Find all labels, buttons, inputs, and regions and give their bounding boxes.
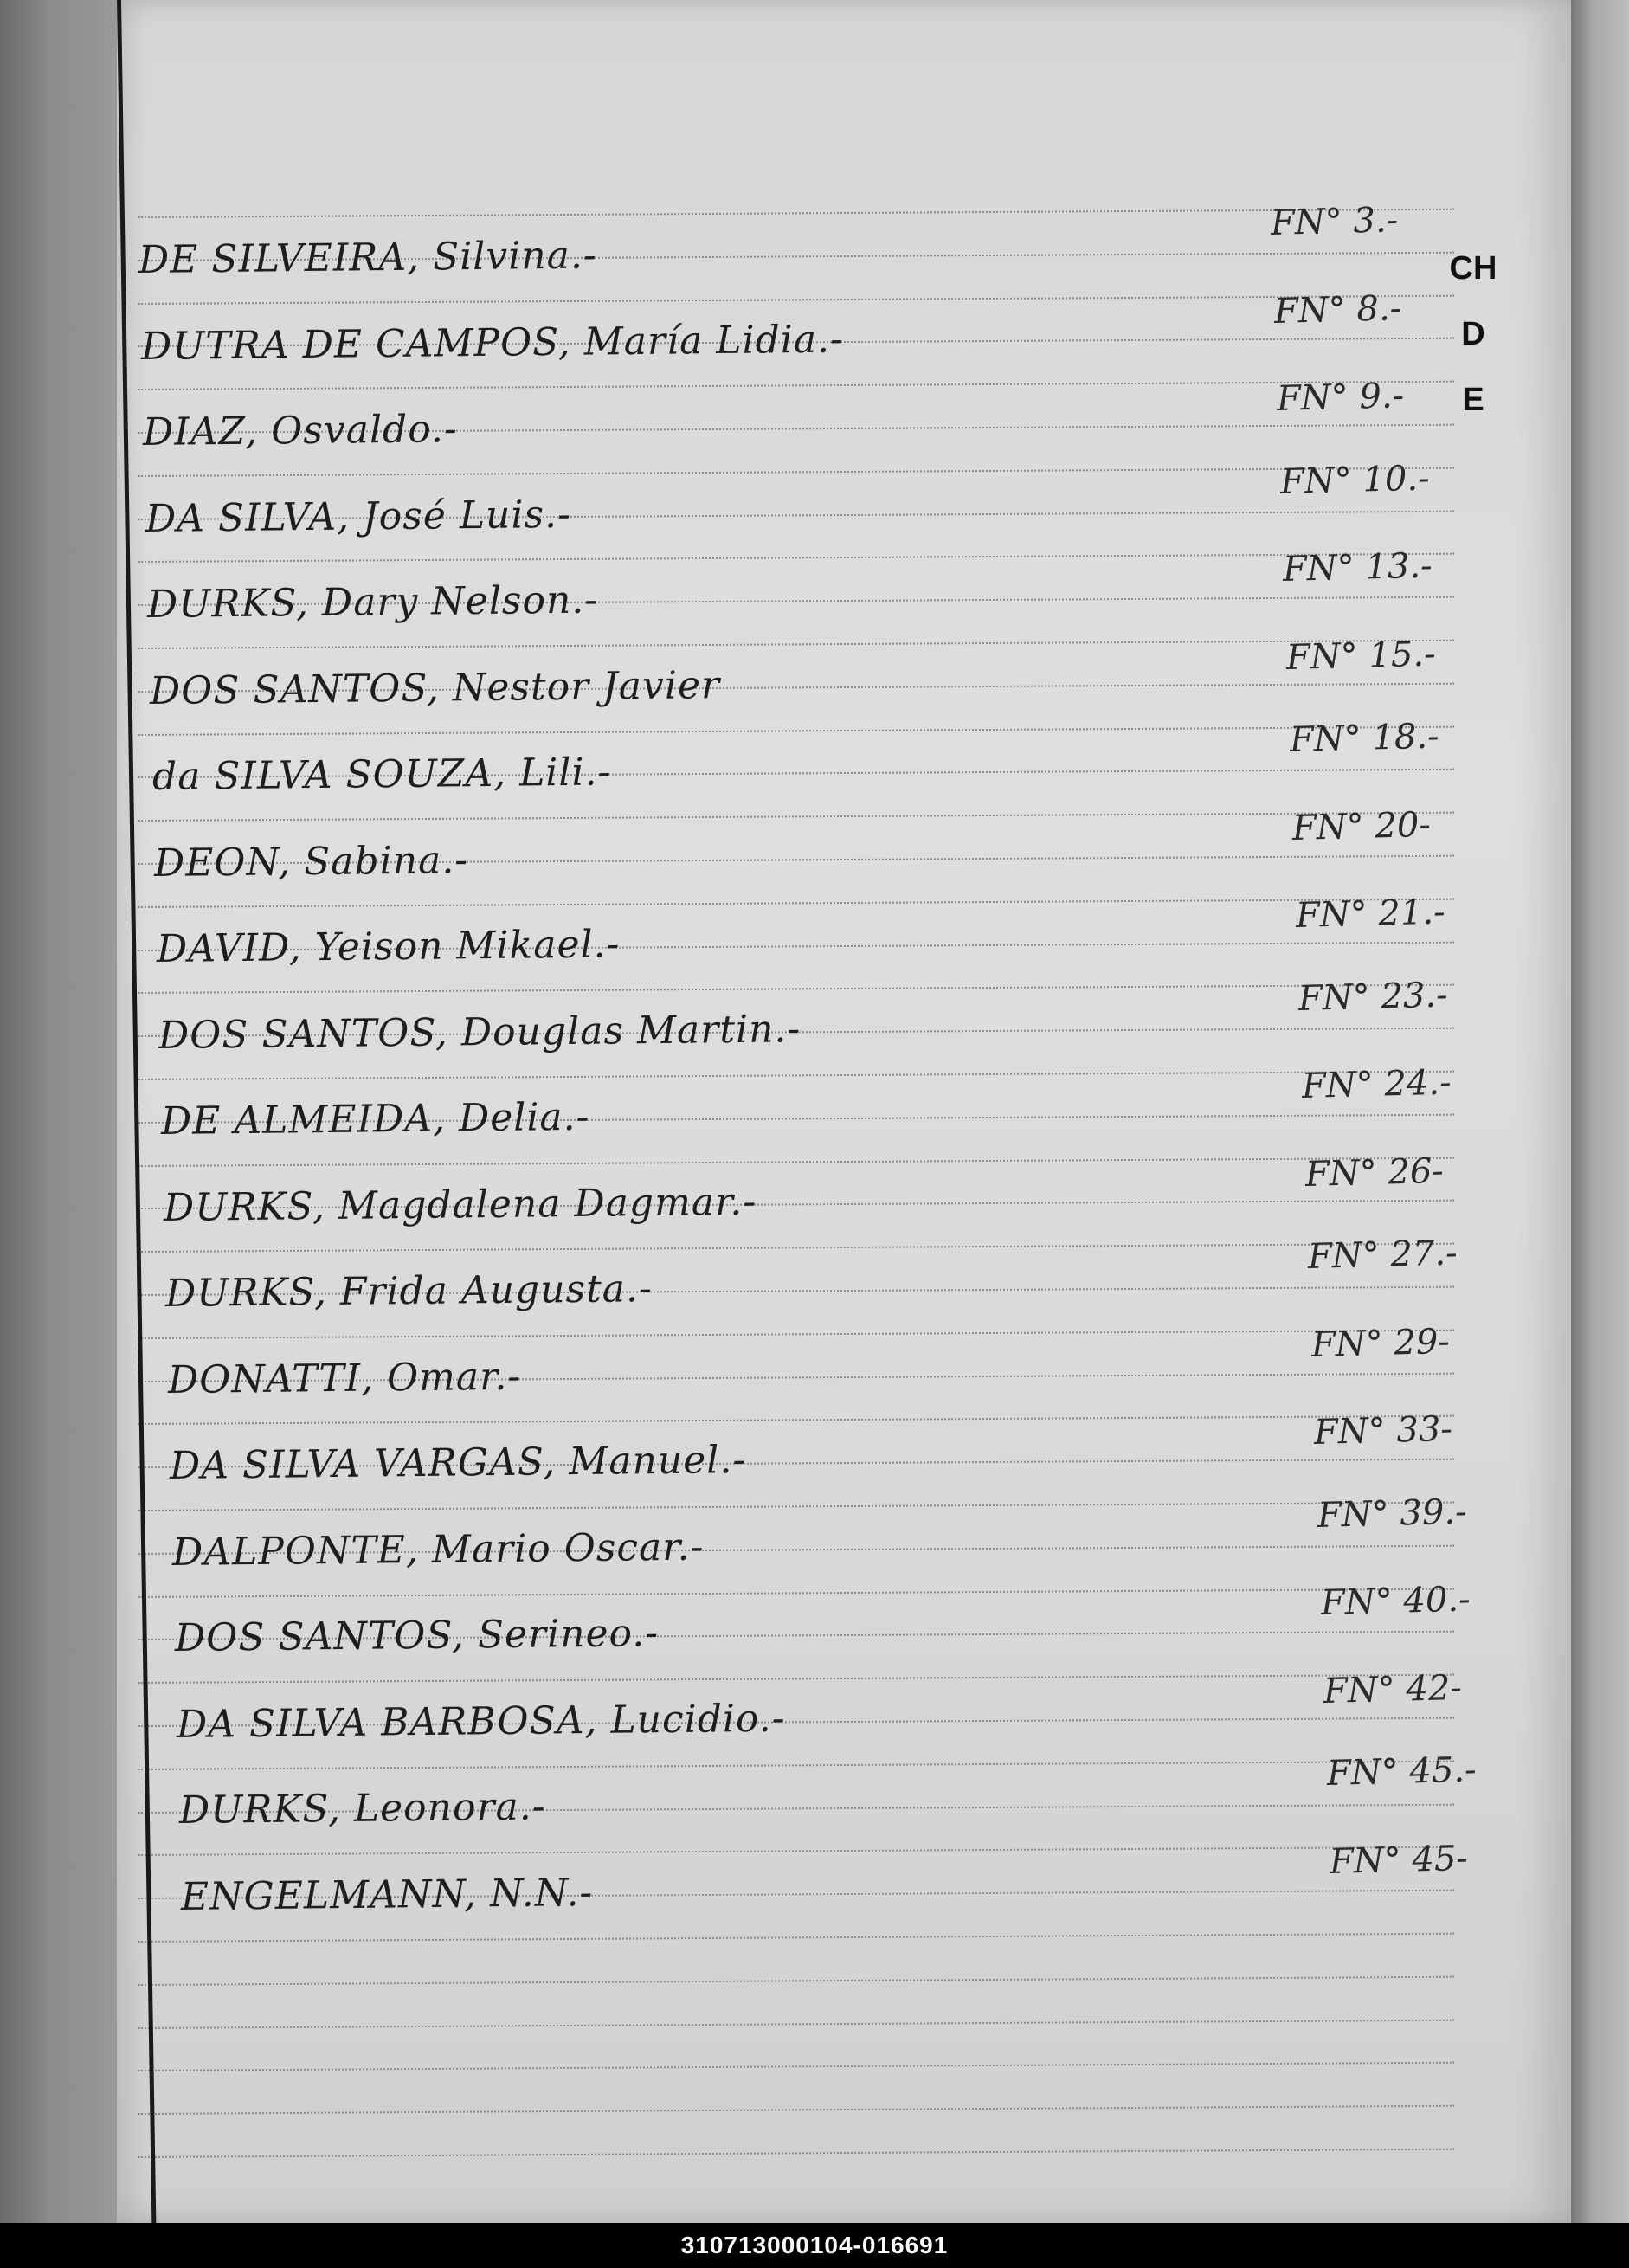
entry-file-number: FN° 29-	[1310, 1321, 1451, 1365]
entry-name: DE ALMEIDA, Delia.-	[160, 1094, 590, 1144]
entry-name: DOS SANTOS, Nestor Javier	[149, 662, 721, 713]
left-background	[0, 0, 121, 2223]
entry-file-number: FN° 8.-	[1272, 287, 1402, 332]
entry-name: DOS SANTOS, Douglas Martin.-	[158, 1006, 802, 1058]
entry-name: DA SILVA BARBOSA, Lucidio.-	[176, 1696, 786, 1747]
entry-file-number: FN° 45-	[1329, 1838, 1469, 1882]
index-letters	[1447, 235, 1499, 433]
entry-file-number: FN° 21.-	[1295, 892, 1445, 936]
document-id: 310713000104-016691	[680, 2232, 949, 2258]
entry-name: da SILVA SOUZA, Lili.-	[151, 750, 612, 799]
entry-name: DIAZ, Osvaldo.-	[142, 407, 459, 454]
entry-name: ENGELMANN, N.N.-	[181, 1870, 594, 1919]
entry-name: DE SILVEIRA, Silvina.-	[138, 233, 597, 282]
entry-file-number: FN° 40.-	[1319, 1579, 1471, 1623]
entry-file-number: FN° 26-	[1304, 1150, 1445, 1195]
entry-name: DA SILVA VARGAS, Manuel.-	[170, 1438, 747, 1488]
entry-file-number: FN° 13.-	[1282, 545, 1433, 590]
entry-file-number: FN° 9.-	[1276, 376, 1405, 419]
index-letter-d: D	[1461, 316, 1485, 352]
entry-file-number: FN° 39.-	[1317, 1491, 1468, 1536]
entry-file-number: FN° 45.-	[1326, 1749, 1477, 1794]
entry-name: DOS SANTOS, Serineo.-	[174, 1611, 659, 1660]
entry-name: DURKS, Leonora.-	[178, 1784, 546, 1833]
entry-name: DALPONTE, Mario Oscar.-	[171, 1524, 705, 1575]
entry-file-number: FN° 18.-	[1288, 716, 1439, 760]
index-letter-e: E	[1462, 382, 1484, 418]
entry-file-number: FN° 24.-	[1301, 1062, 1452, 1106]
entry-name: DONATTI, Omar.-	[167, 1354, 522, 1402]
entry-name: DURKS, Dary Nelson.-	[147, 577, 599, 627]
scan-footer	[0, 2223, 1629, 2268]
entry-file-number: FN° 20-	[1291, 804, 1432, 848]
entry-file-number: FN° 27.-	[1307, 1233, 1458, 1277]
entry-name: DUTRA DE CAMPOS, María Lidia.-	[140, 316, 844, 369]
entry-file-number: FN° 23.-	[1297, 974, 1449, 1019]
entry-file-number: FN° 33-	[1313, 1408, 1453, 1453]
entry-name: DAVID, Yeison Mikael.-	[156, 922, 621, 971]
entry-name: DEON, Sabina.-	[153, 837, 469, 886]
entry-name: DURKS, Magdalena Dagmar.-	[163, 1179, 757, 1230]
index-letter-ch: CH	[1449, 250, 1497, 287]
entry-file-number: FN° 10.-	[1279, 457, 1430, 502]
entry-file-number: FN° 3.-	[1270, 200, 1399, 243]
entry-name: DURKS, Frida Augusta.-	[164, 1266, 654, 1316]
entry-name: DA SILVA, José Luis.-	[145, 492, 571, 541]
right-page-edge	[1571, 0, 1629, 2223]
entry-file-number: FN° 42-	[1323, 1667, 1463, 1711]
entry-file-number: FN° 15.-	[1285, 633, 1437, 678]
